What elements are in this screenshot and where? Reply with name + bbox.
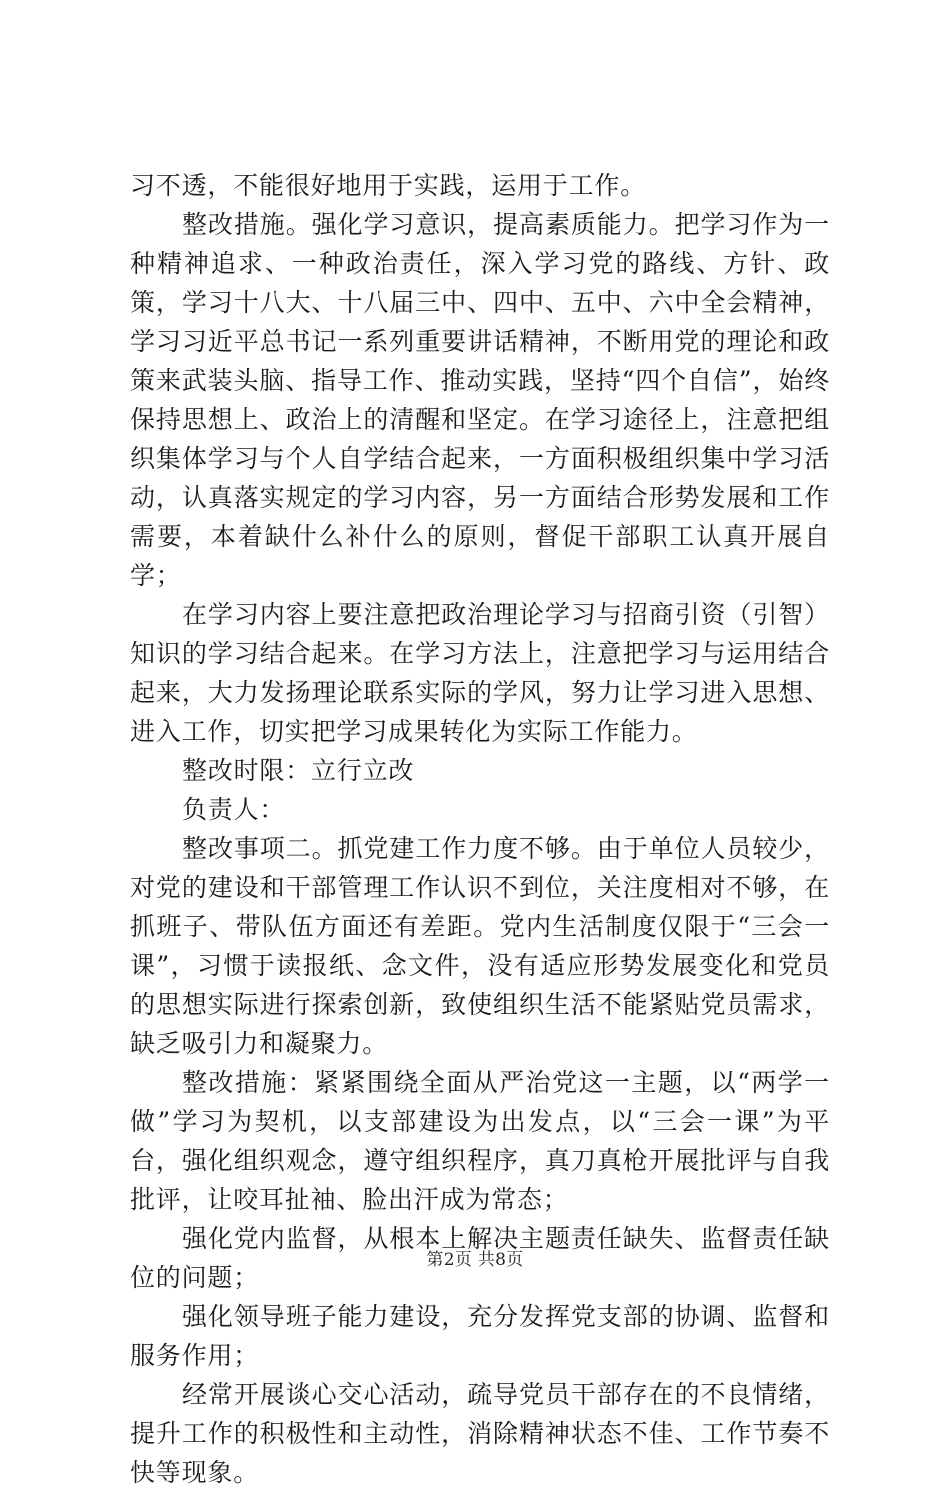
paragraph-supervision: 强化党内监督，从根本上解决主题责任缺失、监督责任缺位的问题； [130, 1224, 830, 1292]
paragraph-continuation: 习不透，不能很好地用于实践，运用于工作。 [130, 171, 647, 200]
paragraph-deadline: 整改时限：立行立改 [182, 756, 415, 785]
document-body [130, 166, 830, 1492]
paragraph-leadership: 强化领导班子能力建设，充分发挥党支部的协调、监督和服务作用； [130, 1302, 830, 1370]
page-number-footer: 第2页 共8页 [426, 1250, 524, 1270]
paragraph-rectification-measures-1: 整改措施。强化学习意识，提高素质能力。把学习作为一种精神追求、一种政治责任，深入学习党的路线、方针、政策，学习十八大、十八届三中、四中、五中、六中全会精神，学习习近平总书记一系列重要讲话精神，不断用党的理论和政策来武装头脑、指导工作、推动实践，坚持“四个自信”，始终保持思想上、政治上的清醒和坚定。在学习途径上，注意把组织集体学习与个人自学结合起来，一方面积极组织集中学习活动，认真落实规定的学习内容，另一方面结合形势发展和工作需要，本着缺什么补什么的原则，督促干部职工认真开展自学； [130, 210, 830, 590]
paragraph-responsible-person: 负责人： [182, 795, 286, 824]
paragraph-study-content: 在学习内容上要注意把政治理论学习与招商引资（引智）知识的学习结合起来。在学习方法上，注意把学习与运用结合起来，大力发扬理论联系实际的学风，努力让学习进入思想、进入工作，切实把学习成果转化为实际工作能力。 [130, 600, 830, 746]
paragraph-item-two: 整改事项二。抓党建工作力度不够。由于单位人员较少，对党的建设和干部管理工作认识不到位，关注度相对不够，在抓班子、带队伍方面还有差距。党内生活制度仅限于“三会一课”，习惯于读报纸、念文件，没有适应形势发展变化和党员的思想实际进行探索创新，致使组织生活不能紧贴党员需求，缺乏吸引力和凝聚力。 [130, 834, 830, 1058]
paragraph-rectification-measures-2: 整改措施：紧紧围绕全面从严治党这一主题，以“两学一做”学习为契机，以支部建设为出发点，以“三会一课”为平台，强化组织观念，遵守组织程序，真刀真枪开展批评与自我批评，让咬耳扯袖、脸出汗成为常态； [130, 1068, 830, 1214]
paragraph-heart-to-heart: 经常开展谈心交心活动，疏导党员干部存在的不良情绪，提升工作的积极性和主动性，消除精神状态不佳、工作节奏不快等现象。 [130, 1380, 830, 1487]
